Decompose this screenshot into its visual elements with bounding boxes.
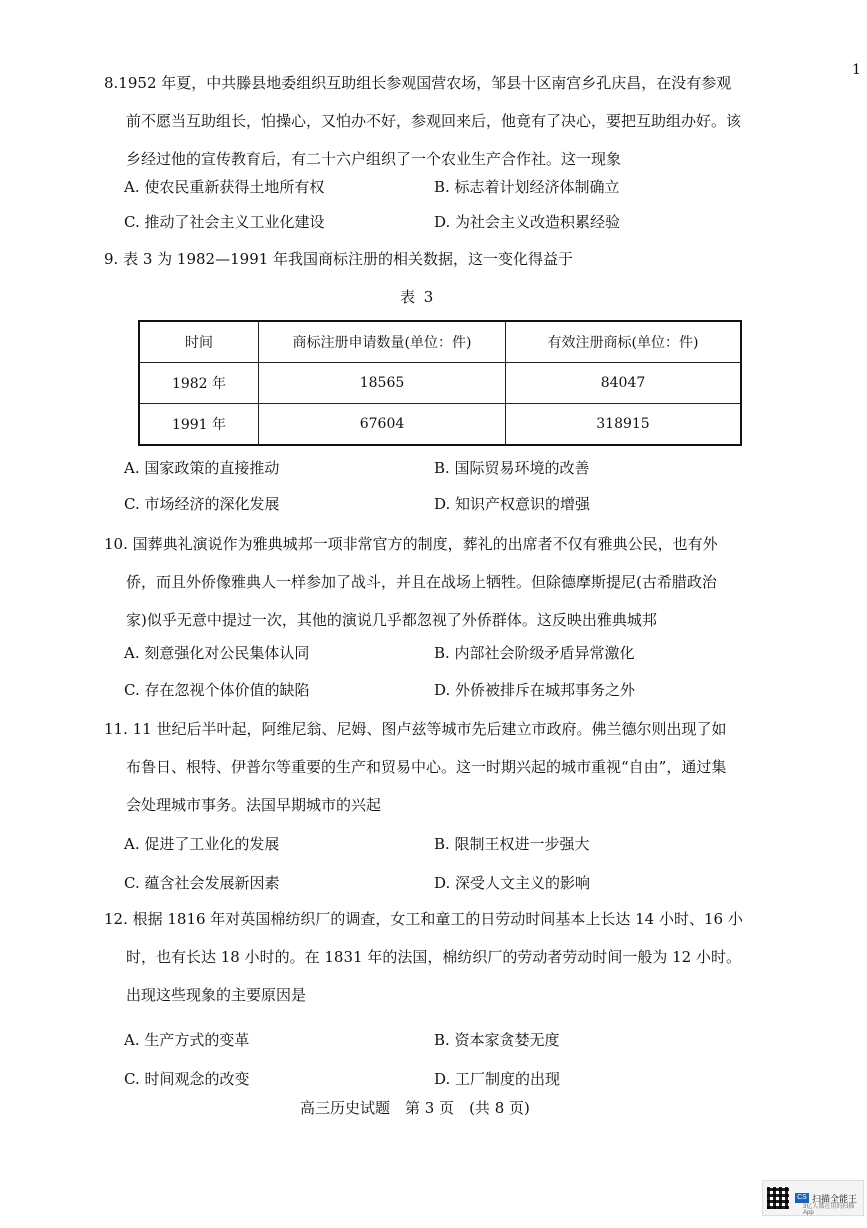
- table-header: 有效注册商标(单位：件): [506, 321, 742, 363]
- question-11: [104, 710, 794, 824]
- table-row: [139, 404, 741, 446]
- table-row: [139, 363, 741, 404]
- options-row: [124, 493, 590, 514]
- question-stem-line: 9. 表 3 为 1982—1991 年我国商标注册的相关数据，这一变化得益于: [104, 250, 574, 268]
- table-cell: 1982 年: [139, 363, 259, 404]
- page-footer: 高三历史试题 第 3 页 (共 8 页): [300, 1099, 530, 1117]
- option-d: D. 工厂制度的出现: [434, 1070, 561, 1088]
- question-10: [104, 525, 794, 639]
- question-stem-line: 12. 根据 1816 年对英国棉纺织厂的调查，女工和童工的日劳动时间基本上长达 14 小时、16 小: [104, 910, 743, 928]
- question-8: [104, 64, 794, 178]
- options-row: [124, 457, 590, 478]
- option-d: D. 外侨被排斥在城邦事务之外: [434, 681, 636, 699]
- question-stem-line: 会处理城市事务。法国早期城市的兴起: [126, 796, 382, 814]
- options-row: [124, 1068, 560, 1089]
- question-12: [104, 900, 794, 1014]
- cs-logo-icon: CS: [795, 1193, 809, 1203]
- table-header: 商标注册申请数量(单位：件): [259, 321, 506, 363]
- option-c: C. 市场经济的深化发展: [124, 495, 280, 513]
- options-row: [124, 679, 635, 700]
- option-b: B. 内部社会阶级矛盾异常激化: [434, 644, 635, 662]
- option-a: A. 国家政策的直接推动: [124, 459, 280, 477]
- question-stem-line: 时，也有长达 18 小时的。在 1831 年的法国，棉纺织厂的劳动者劳动时间一般为 12 小时。: [126, 948, 741, 966]
- option-b: B. 标志着计划经济体制确立: [434, 178, 620, 196]
- options-row: [124, 872, 590, 893]
- table-header: 时间: [139, 321, 259, 363]
- question-stem-line: 11. 11 世纪后半叶起，阿维尼翁、尼姆、图卢兹等城市先后建立市政府。佛兰德尔则出现了如: [104, 720, 727, 738]
- question-stem-line: 家)似乎无意中提过一次，其他的演说几乎都忽视了外侨群体。这反映出雅典城邦: [126, 611, 657, 629]
- scanner-watermark: [762, 1180, 864, 1216]
- table-cell: 67604: [259, 404, 506, 446]
- option-a: A. 促进了工业化的发展: [124, 835, 280, 853]
- options-row: [124, 1029, 560, 1050]
- table-cell: 1991 年: [139, 404, 259, 446]
- option-a: A. 刻意强化对公民集体认同: [124, 644, 310, 662]
- qr-code-icon: [767, 1187, 789, 1209]
- question-stem-line: 侨，而且外侨像雅典人一样参加了战斗，并且在战场上牺牲。但除德摩斯提尼(古希腊政治: [126, 573, 717, 591]
- table-cell: 18565: [259, 363, 506, 404]
- option-c: C. 存在忽视个体价值的缺陷: [124, 681, 310, 699]
- option-c: C. 蕴含社会发展新因素: [124, 874, 280, 892]
- option-d: D. 为社会主义改造积累经验: [434, 213, 621, 231]
- options-row: [124, 642, 635, 663]
- question-stem-line: 前不愿当互助组长，怕操心，又怕办不好，参观回来后，他竟有了决心，要把互助组办好。该: [126, 112, 742, 130]
- table-header-row: [139, 321, 741, 363]
- table-cell: 318915: [506, 404, 742, 446]
- options-row: [124, 833, 590, 854]
- question-stem-line: 乡经过他的宣传教育后，有二十六户组织了一个农业生产合作社。这一现象: [126, 150, 622, 168]
- question-stem-line: 出现这些现象的主要原因是: [126, 986, 307, 1004]
- scanner-label: 扫描全能王: [812, 1193, 858, 1204]
- page-corner-number: 1: [852, 62, 861, 78]
- options-row: [124, 176, 620, 197]
- table-title: 表 3: [400, 288, 436, 306]
- data-table: [138, 320, 742, 446]
- option-c: C. 时间观念的改变: [124, 1070, 250, 1088]
- scanner-sublabel: 3亿人都在用的扫描App: [803, 1204, 855, 1216]
- options-row: [124, 211, 620, 232]
- option-c: C. 推动了社会主义工业化建设: [124, 213, 325, 231]
- table-cell: 84047: [506, 363, 742, 404]
- question-stem-line: 8.1952 年夏，中共滕县地委组织互助组长参观国营农场，邹县十区南宫乡孔庆昌，在没有参观: [104, 74, 732, 92]
- option-d: D. 深受人文主义的影响: [434, 874, 591, 892]
- option-a: A. 使农民重新获得土地所有权: [124, 178, 325, 196]
- option-a: A. 生产方式的变革: [124, 1031, 250, 1049]
- option-b: B. 国际贸易环境的改善: [434, 459, 590, 477]
- question-9: [104, 240, 794, 278]
- option-b: B. 资本家贪婪无度: [434, 1031, 560, 1049]
- question-stem-line: 10. 国葬典礼演说作为雅典城邦一项非常官方的制度，葬礼的出席者不仅有雅典公民，也有外: [104, 535, 718, 553]
- option-b: B. 限制王权进一步强大: [434, 835, 590, 853]
- question-stem-line: 布鲁日、根特、伊普尔等重要的生产和贸易中心。这一时期兴起的城市重视“自由”，通过集: [126, 758, 727, 776]
- option-d: D. 知识产权意识的增强: [434, 495, 591, 513]
